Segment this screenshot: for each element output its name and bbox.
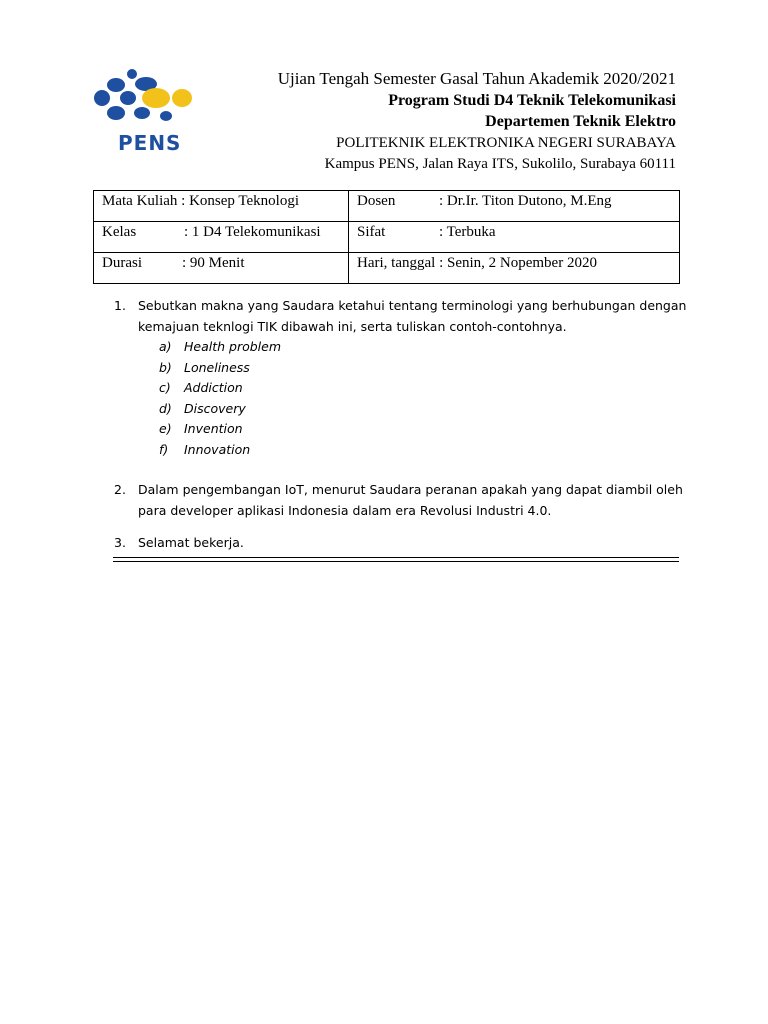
address: Kampus PENS, Jalan Raya ITS, Sukolilo, Surabaya 60111 xyxy=(324,156,676,172)
duration-value: : 90 Menit xyxy=(182,255,245,271)
lecturer-label: Dosen xyxy=(357,193,396,209)
item-text: Loneliness xyxy=(184,359,250,375)
item-text: Invention xyxy=(184,421,243,436)
logo-dot xyxy=(120,91,136,105)
question-1 xyxy=(112,296,692,337)
course-label: Mata Kuliah xyxy=(102,193,178,209)
logo-dot-yellow xyxy=(172,89,192,107)
list-item xyxy=(159,440,692,461)
question-number: 1. xyxy=(114,298,126,313)
lecturer-cell xyxy=(349,191,680,222)
item-letter: a) xyxy=(159,339,172,354)
list-item xyxy=(159,358,692,379)
question-text: Sebutkan makna yang Saudara ketahui tentang terminologi yang berhubungan dengan kemajuan teknlogi TIK dibawah ini, serta tuliskan contoh-contohnya. xyxy=(138,298,687,334)
exam-info-table xyxy=(93,190,680,284)
list-item xyxy=(159,337,692,358)
logo-dot xyxy=(160,111,172,121)
list-item xyxy=(159,378,692,399)
item-text: Health problem xyxy=(184,339,282,354)
question-2 xyxy=(112,480,692,521)
table-row xyxy=(94,253,680,284)
duration-label: Durasi xyxy=(102,255,142,271)
item-letter: f) xyxy=(159,441,169,457)
institution: POLITEKNIK ELEKTRONIKA NEGERI SURABAYA xyxy=(336,134,676,151)
item-letter: b) xyxy=(159,359,172,375)
question-number: 2. xyxy=(114,482,126,497)
course-cell xyxy=(94,191,349,222)
table-row xyxy=(94,191,680,222)
duration-cell xyxy=(94,253,349,284)
nature-cell xyxy=(349,222,680,253)
pens-logo xyxy=(92,68,202,154)
list-item xyxy=(159,399,692,420)
date-label: Hari, tanggal xyxy=(357,255,436,271)
item-letter: e) xyxy=(159,421,172,436)
question-list xyxy=(112,296,692,554)
study-program: Program Studi D4 Teknik Telekomunikasi xyxy=(388,91,676,109)
course-value: : Konsep Teknologi xyxy=(181,193,299,209)
item-letter: d) xyxy=(159,400,172,416)
nature-label: Sifat xyxy=(357,224,386,240)
item-text: Innovation xyxy=(184,441,251,457)
question-number: 3. xyxy=(114,535,126,550)
department: Departemen Teknik Elektro xyxy=(485,113,676,130)
date-cell xyxy=(349,253,680,284)
item-letter: c) xyxy=(159,380,171,395)
term-list xyxy=(112,337,692,460)
logo-dot xyxy=(134,107,150,119)
class-label: Kelas xyxy=(102,224,137,240)
class-cell xyxy=(94,222,349,253)
exam-header xyxy=(278,68,676,176)
date-value: : Senin, 2 Nopember 2020 xyxy=(439,255,597,271)
class-value: : 1 D4 Telekomunikasi xyxy=(184,224,321,240)
question-3 xyxy=(112,533,692,554)
logo-dot xyxy=(107,106,125,120)
lecturer-value: : Dr.Ir. Titon Dutono, M.Eng xyxy=(439,193,612,209)
list-item xyxy=(159,419,692,440)
item-text: Discovery xyxy=(184,400,246,416)
question-text: Dalam pengembangan IoT, menurut Saudara peranan apakah yang dapat diambil oleh para developer aplikasi Indonesia dalam era Revolusi Industri 4.0. xyxy=(138,482,683,518)
logo-dot xyxy=(94,90,110,106)
question-text: Selamat bekerja. xyxy=(138,535,244,550)
logo-wordmark: PENS xyxy=(118,131,182,154)
logo-dot-yellow xyxy=(142,88,170,108)
logo-dot xyxy=(127,69,137,79)
logo-dot xyxy=(107,78,125,92)
item-text: Addiction xyxy=(184,380,243,395)
double-divider xyxy=(113,557,679,562)
nature-value: : Terbuka xyxy=(439,224,496,240)
table-row xyxy=(94,222,680,253)
exam-title: Ujian Tengah Semester Gasal Tahun Akademik 2020/2021 xyxy=(277,69,676,88)
